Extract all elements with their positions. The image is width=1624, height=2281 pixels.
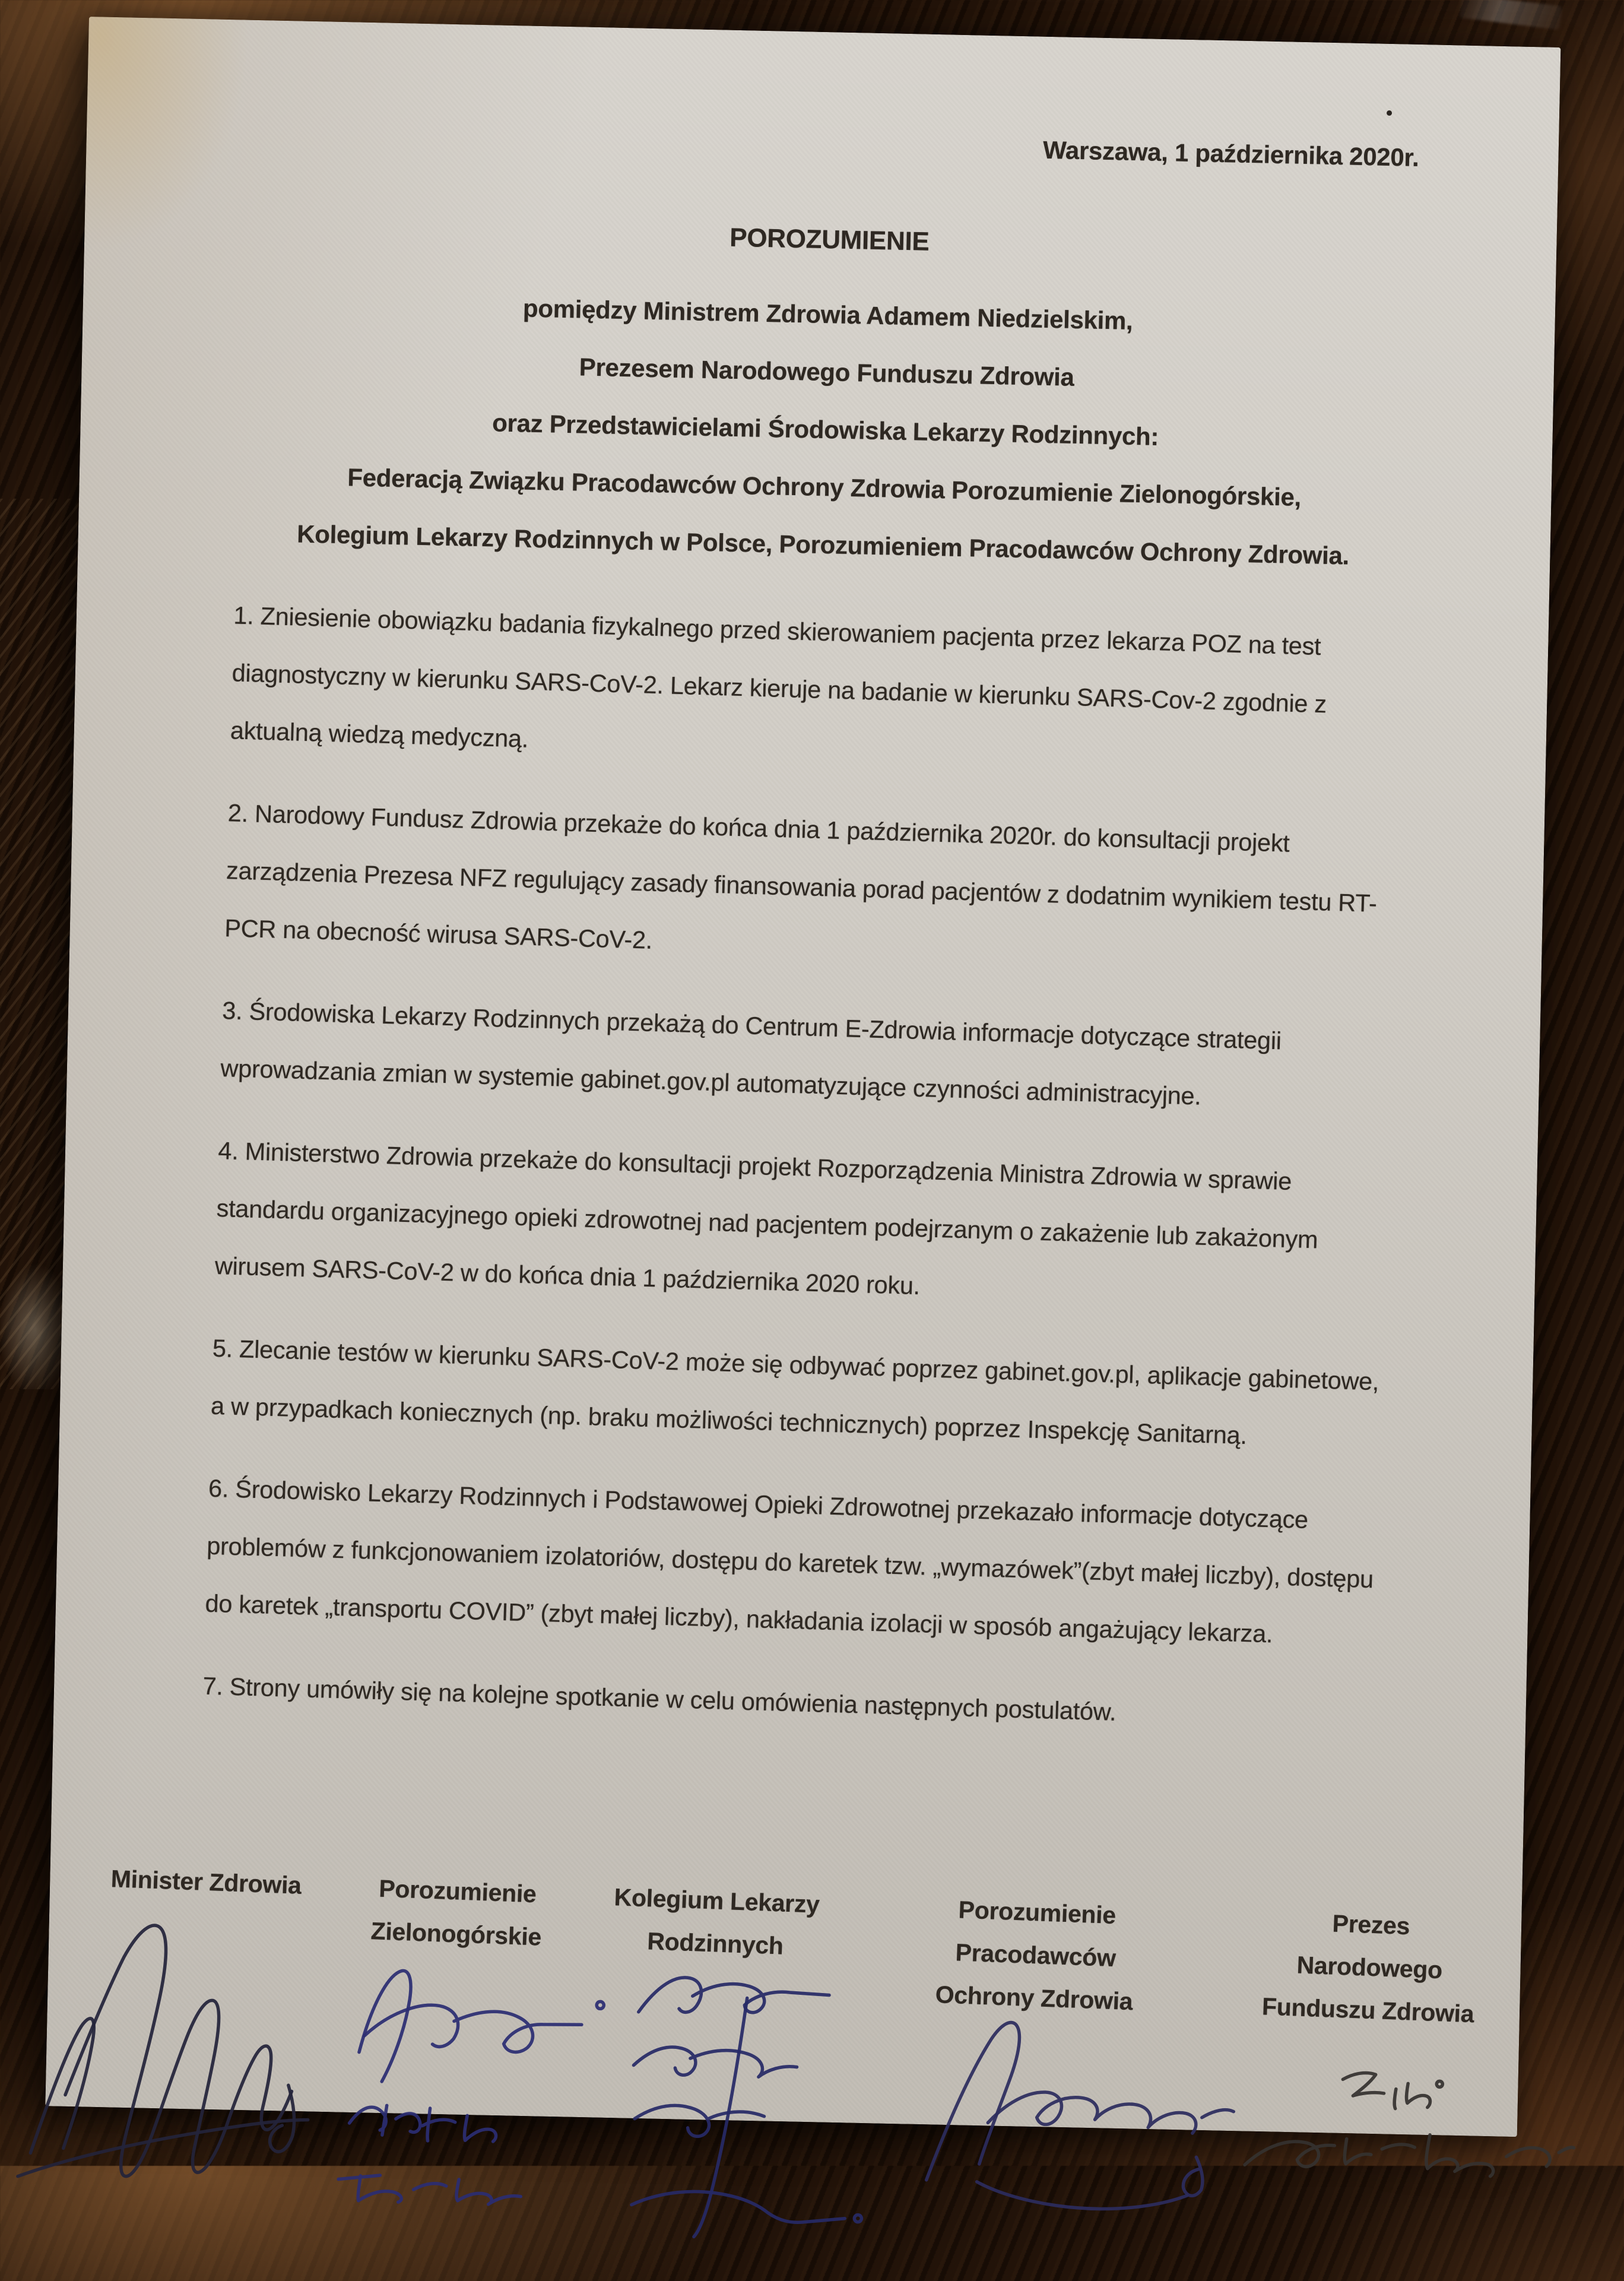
preamble-line: Prezesem Narodowego Funduszu Zdrowia — [579, 353, 1075, 391]
preamble — [235, 273, 1416, 585]
signatory-label-porozumienie-zielonogorskie: Porozumienie Zielonogórskie — [370, 1874, 542, 1951]
agreement-clauses — [202, 586, 1409, 1748]
document-content — [53, 17, 1560, 1742]
dateline: Warszawa, 1 października 2020r. — [1042, 135, 1420, 172]
preamble-line: pomiędzy Ministrem Zdrowia Adamem Niedzielskim, — [522, 294, 1133, 335]
signature-porozumienie-pracodawcow — [898, 1983, 1239, 2232]
preamble-line: oraz Przedstawicielami Środowiska Lekarzy Rodzinnych: — [491, 408, 1159, 451]
signature-section — [37, 1842, 1522, 2263]
clause-2: 2. Narodowy Fundusz Zdrowia przekaże do końca dnia 1 października 2020r. do konsultacji projekt zarządzenia Prezesa NFZ regulujący zasady finansowania porad pacjentów z dodatnim wynikiem testu RT-PCR na obecność wirusa SARS-CoV-2. — [224, 799, 1378, 954]
document-title: POROZUMIENIE — [729, 223, 930, 256]
clause-6: 6. Środowisko Lekarzy Rodzinnych i Podstawowej Opieki Zdrowotnej przekazało informacje dotyczące problemów z funkcjonowaniem izolatoriów, dostępu do karetek tzw. „wymazówek”(zbyt małej liczby), dostępu do karetek „transportu COVID” (zbyt małej liczby), nakładania izolacji w sposób angażujący lekarza. — [204, 1474, 1374, 1648]
clause-7: 7. Strony umówiły się na kolejne spotkanie w celu omówienia następnych postulatów. — [202, 1671, 1117, 1726]
signatory-label-prezes-nfz: Prezes Narodowego Funduszu Zdrowia — [1261, 1909, 1475, 2028]
signatory-label-porozumienie-pracodawcow: Porozumienie Pracodawców Ochrony Zdrowia — [935, 1896, 1134, 2016]
signatory-label-minister-zdrowia: Minister Zdrowia — [110, 1865, 302, 1899]
preamble-line: Kolegium Lekarzy Rodzinnych w Polsce, Porozumieniem Pracodawców Ochrony Zdrowia. — [296, 519, 1350, 570]
signature-minister-zdrowia — [6, 1897, 360, 2194]
clause-5: 5. Zlecanie testów w kierunku SARS-CoV-2 może się odbywać poprzez gabinet.gov.pl, aplikacje gabinetowe, a w przypadkach koniecznych (np. braku możliwości technicznych) poprzez Inspekcję Sanitarną. — [210, 1333, 1379, 1450]
document-page — [45, 17, 1560, 2137]
signatory-label-kolegium-lekarzy-rodzinnych: Kolegium Lekarzy Rodzinnych — [613, 1883, 820, 1960]
signature-kolegium-lekarzy-rodzinnych — [594, 1943, 884, 2255]
preamble-line: Federacją Związku Pracodawców Ochrony Zdrowia Porozumienie Zielonogórskie, — [347, 463, 1302, 511]
signature-prezes-nfz — [1204, 2030, 1579, 2228]
clause-1: 1. Zniesienie obowiązku badania fizykalnego przed skierowaniem pacjenta przez lekarza POZ na test diagnostyczny w kierunku SARS-CoV-2. Lekarz kieruje na badanie w kierunku SARS-Cov-2 zgodnie z aktualną wiedzą medyczną. — [230, 601, 1327, 753]
tape-reflection — [1459, 0, 1562, 30]
clause-3: 3. Środowiska Lekarzy Rodzinnych przekażą do Centrum E-Zdrowia informacje dotyczące strategii wprowadzania zmian w systemie gabinet.gov.pl automatyzujące czynności administracyjne. — [220, 996, 1282, 1110]
clause-4: 4. Ministerstwo Zdrowia przekaże do konsultacji projekt Rozporządzenia Ministra Zdrowia w sprawie standardu organizacyjnego opieki zdrowotnej nad pacjentem podejrzanym o zakażenie lub zakażonym wirusem SARS-CoV-2 w do końca dnia 1 października 2020 roku. — [214, 1136, 1318, 1300]
